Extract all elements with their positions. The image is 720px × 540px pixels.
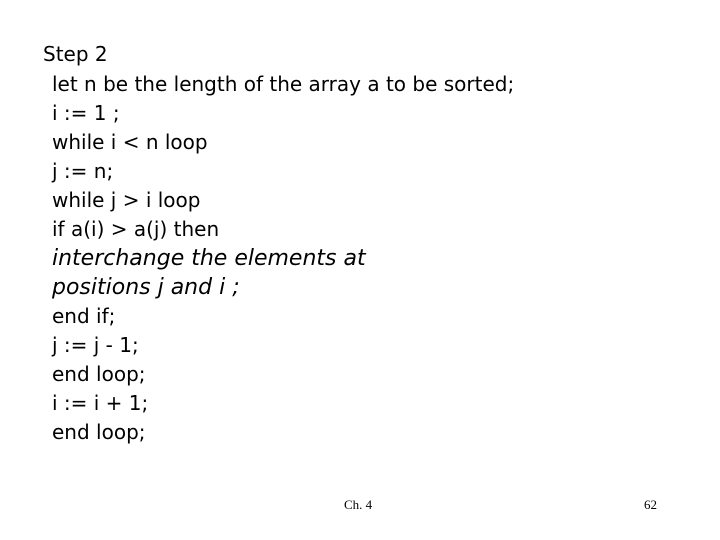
footer-page-number: 62 bbox=[644, 497, 657, 512]
code-line: let n be the length of the array a to be sorted; bbox=[52, 72, 515, 96]
code-line: end if; bbox=[52, 304, 116, 328]
code-line: j := n; bbox=[52, 159, 114, 183]
code-line: if a(i) > a(j) then bbox=[52, 217, 220, 241]
code-comment-line: interchange the elements at bbox=[52, 246, 366, 271]
step-heading: Step 2 bbox=[43, 42, 108, 66]
code-line: end loop; bbox=[52, 362, 146, 386]
code-line: i := i + 1; bbox=[52, 391, 149, 415]
code-line: while j > i loop bbox=[52, 188, 201, 212]
code-line: end loop; bbox=[52, 420, 146, 444]
code-line: while i < n loop bbox=[52, 130, 208, 154]
footer-chapter-label: Ch. 4 bbox=[344, 497, 373, 512]
code-comment-line: positions j and i ; bbox=[52, 275, 240, 300]
pseudocode-block bbox=[52, 70, 514, 447]
code-line: i := 1 ; bbox=[52, 101, 120, 125]
code-line: j := j - 1; bbox=[52, 333, 139, 357]
